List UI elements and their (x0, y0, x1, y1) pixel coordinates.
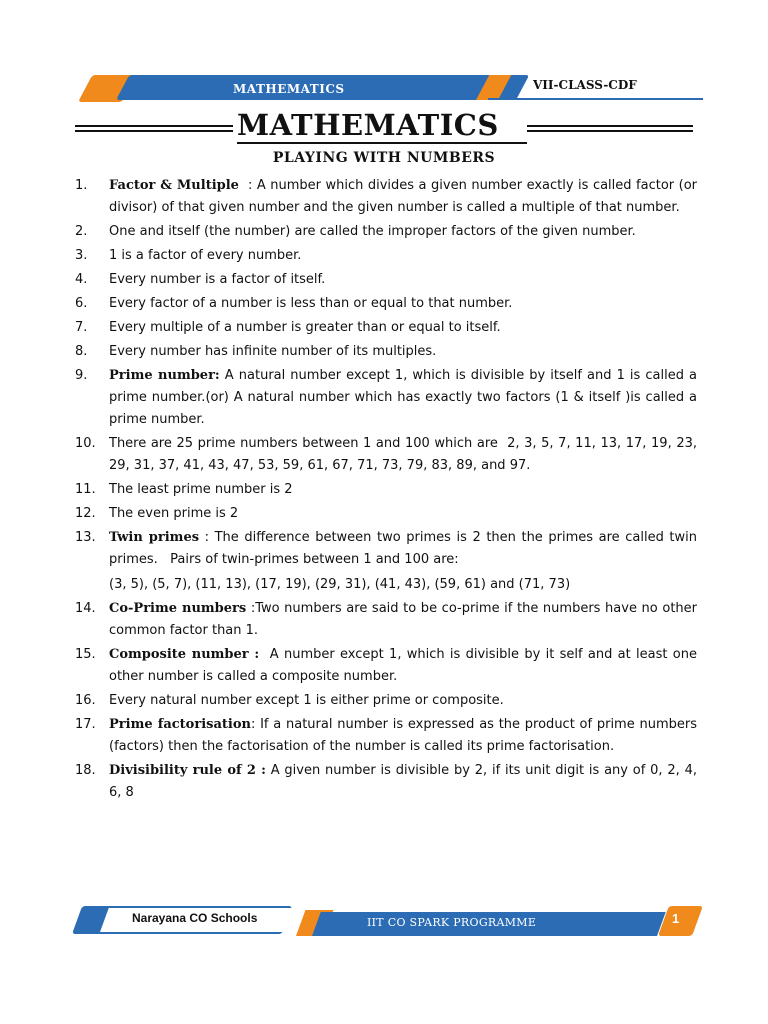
header-class-label: VII-CLASS-CDF (533, 78, 637, 92)
item-body (109, 317, 697, 339)
list-item (75, 598, 702, 642)
item-number: 7. (75, 320, 88, 335)
item-text: The least prime number is 2 (109, 482, 293, 497)
item-number: 4. (75, 272, 88, 287)
item-text: : If a natural number is expressed as the product of prime numbers (factors) then the factorisation of the number is called its prime factorisation. (109, 717, 702, 754)
page-number: 1 (672, 911, 680, 926)
item-text: Every natural number except 1 is either prime or composite. (109, 693, 504, 708)
page-footer (72, 904, 702, 938)
item-number: 1. (75, 178, 88, 193)
list-item (75, 503, 697, 525)
item-text: A natural number except 1, which is divisible by itself and 1 is called a prime number.(or) A natural number which has exactly two factors (1 & itself )is called a prime number. (109, 368, 702, 427)
list-item (75, 221, 697, 243)
footer-page-badge (658, 906, 703, 936)
item-text: :Two numbers are said to be co-prime if the numbers have no other common factor than 1. (109, 601, 702, 638)
item-term: Co-Prime numbers (109, 601, 247, 616)
item-body (109, 503, 697, 525)
item-term: Prime factorisation (109, 717, 251, 732)
title-double-rule-left (75, 125, 233, 132)
item-text: Every number has infinite number of its multiples. (109, 344, 437, 359)
item-text: A given number is divisible by 2, if its unit digit is any of 0, 2, 4, 6, 8 (109, 763, 702, 800)
page-header (78, 75, 703, 103)
chapter-subtitle: PLAYING WITH NUMBERS (272, 150, 496, 166)
title-double-rule-right (527, 125, 693, 132)
item-body (109, 175, 702, 219)
list-item (75, 293, 697, 315)
item-extra: (3, 5), (5, 7), (11, 13), (17, 19), (29, 31), (41, 43), (59, 61) and (71, 73) (109, 577, 571, 592)
notes-list (75, 175, 702, 806)
item-number: 3. (75, 248, 88, 263)
item-body (109, 341, 697, 363)
item-body (109, 479, 697, 501)
item-body (109, 644, 702, 688)
item-number: 14. (75, 601, 96, 616)
list-item (75, 527, 702, 596)
page-title: MATHEMATICS (237, 108, 499, 142)
item-body (109, 221, 697, 243)
item-body (109, 527, 702, 596)
item-number: 11. (75, 482, 96, 497)
item-text: : The difference between two primes is 2 then the primes are called twin primes. Pairs of twin-primes between 1 and 100 are: (109, 530, 702, 567)
item-text: The even prime is 2 (109, 506, 239, 521)
item-number: 12. (75, 506, 96, 521)
item-body (109, 714, 702, 758)
item-term: Composite number : (109, 647, 260, 662)
item-number: 2. (75, 224, 88, 239)
item-number: 9. (75, 368, 88, 383)
item-number: 10. (75, 436, 96, 451)
list-item (75, 714, 702, 758)
title-block (75, 108, 693, 146)
item-text: Every number is a factor of itself. (109, 272, 326, 287)
item-body (109, 293, 697, 315)
item-number: 17. (75, 717, 96, 732)
list-item (75, 245, 697, 267)
item-body (109, 365, 702, 431)
list-item (75, 365, 702, 431)
item-term: Prime number: (109, 368, 220, 383)
footer-school-name: Narayana CO Schools (132, 911, 258, 925)
item-number: 8. (75, 344, 88, 359)
item-body (109, 760, 702, 804)
title-underline (237, 142, 527, 144)
item-number: 16. (75, 693, 96, 708)
list-item (75, 433, 702, 477)
item-text: A number except 1, which is divisible by it self and at least one other number is called a composite number. (109, 647, 702, 684)
item-text: One and itself (the number) are called the improper factors of the given number. (109, 224, 636, 239)
list-item (75, 760, 702, 804)
item-text: Every multiple of a number is greater than or equal to itself. (109, 320, 501, 335)
item-body (109, 245, 697, 267)
item-term: Factor & Multiple (109, 178, 239, 193)
item-text: Every factor of a number is less than or equal to that number. (109, 296, 513, 311)
item-number: 6. (75, 296, 88, 311)
list-item (75, 175, 702, 219)
list-item (75, 317, 697, 339)
item-body (109, 269, 697, 291)
item-number: 13. (75, 530, 96, 545)
item-number: 18. (75, 763, 96, 778)
list-item (75, 269, 697, 291)
header-rule (488, 98, 703, 100)
item-term: Twin primes (109, 530, 200, 545)
item-body (109, 598, 702, 642)
list-item (75, 644, 702, 688)
item-text: : A number which divides a given number exactly is called factor (or divisor) of that given number and the given number is called a multiple of that number. (109, 178, 702, 215)
list-item (75, 690, 697, 712)
list-item (75, 341, 697, 363)
item-text: There are 25 prime numbers between 1 and 100 which are 2, 3, 5, 7, 11, 13, 17, 19, 23, 29, 31, 37, 41, 43, 47, 53, 59, 61, 67, 71, 73, 79, 83, 89, and 97. (109, 436, 702, 473)
item-number: 15. (75, 647, 96, 662)
item-body (109, 433, 702, 477)
item-term: Divisibility rule of 2 : (109, 763, 266, 778)
footer-programme: IIT CO SPARK PROGRAMME (367, 916, 537, 929)
item-text: 1 is a factor of every number. (109, 248, 302, 263)
list-item (75, 479, 697, 501)
item-body (109, 690, 697, 712)
header-subject: MATHEMATICS (233, 82, 345, 96)
